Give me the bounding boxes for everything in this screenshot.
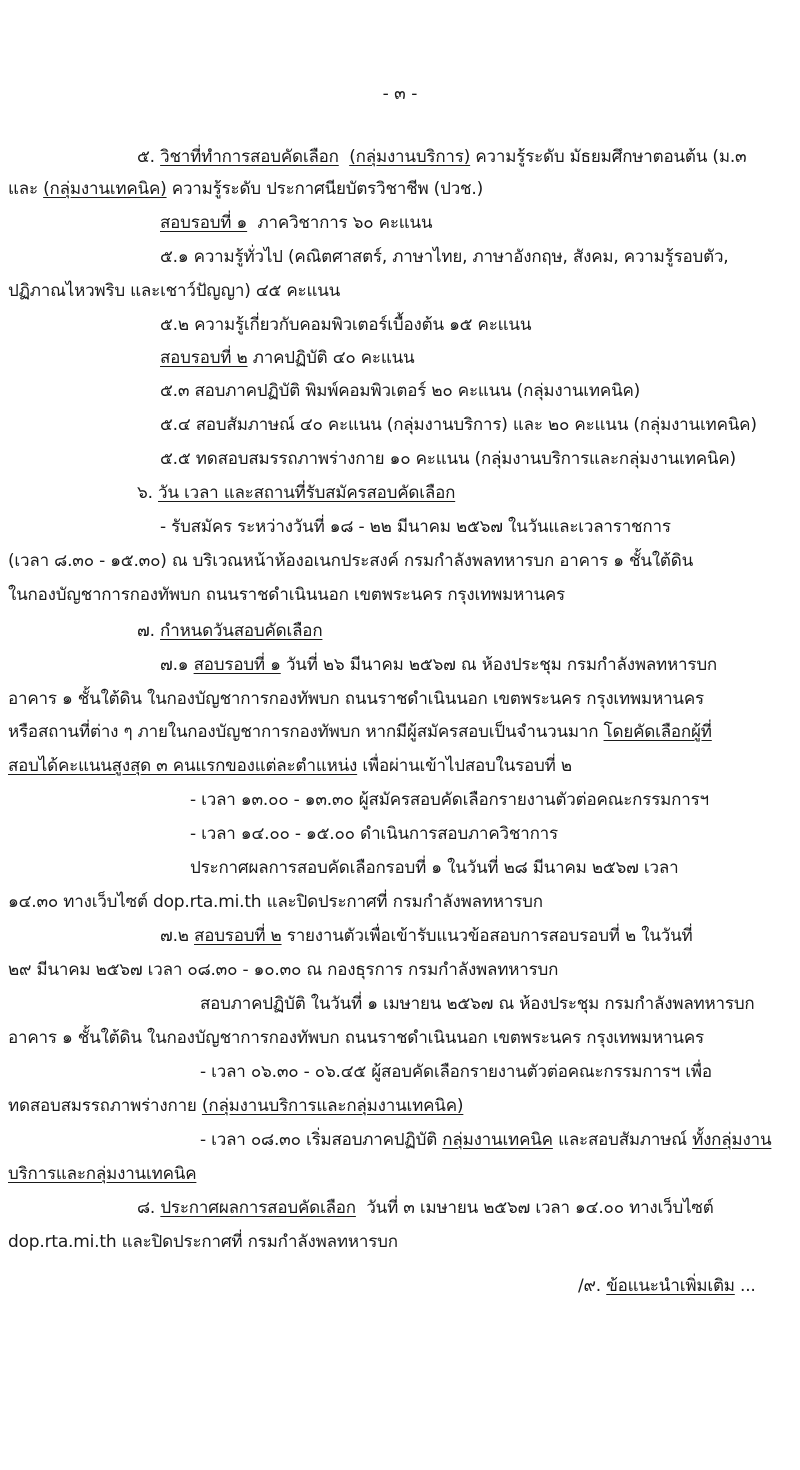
item-5-1-line2: ปฏิภาณไหวพริบ และเชาว์ปัญญา) ๔๕ คะแนน [8, 281, 341, 301]
item-7-2-practical-line1: สอบภาคปฏิบัติ ในวันที่ ๑ เมษายน ๒๕๖๗ ณ ห้องประชุม กรมกำลังพลทหารบก [200, 994, 755, 1014]
section8-heading [137, 1197, 800, 1219]
section8-number: ๘. [137, 1198, 156, 1218]
section7-number: ๗. [137, 621, 155, 641]
item-7-2-number: ๗.๒ [160, 926, 189, 946]
item-7-1-line3 [8, 721, 800, 743]
round2-heading [160, 347, 800, 369]
item-7-1-result-line2: ๑๔.๓๐ ทางเว็บไซต์ dop.rta.mi.th และปิดประกาศที่ กรมกำลังพลทหารบก [8, 892, 543, 912]
section7-title: กำหนดวันสอบคัดเลือก [160, 621, 323, 641]
round2-label: สอบรอบที่ ๒ [160, 348, 248, 368]
item-7-1-text: วันที่ ๒๖ มีนาคม ๒๕๖๗ ณ ห้องประชุม กรมกำลังพลทหารบก [285, 655, 718, 675]
item-7-2-time2-underlined1: กลุ่มงานเทคนิค [442, 1130, 553, 1150]
item-7-1-line1 [160, 654, 800, 676]
round2-text: ภาคปฏิบัติ ๔๐ คะแนน [252, 348, 415, 368]
item-7-1-line2: อาคาร ๑ ชั้นใต้ดิน ในกองบัญชาการกองทัพบก ถนนราชดำเนินนอก เขตพระนคร กรุงเทพมหานคร [8, 689, 704, 709]
continuation-label: ข้อแนะนำเพิ่มเติม [606, 1276, 735, 1296]
continuation-prefix: /๙. [578, 1276, 601, 1296]
section8-title: ประกาศผลการสอบคัดเลือก [160, 1198, 356, 1218]
item-7-1-label: สอบรอบที่ ๑ [193, 655, 281, 675]
round1-label: สอบรอบที่ ๑ [160, 213, 248, 233]
item-7-1-time2: - เวลา ๑๔.๐๐ - ๑๕.๐๐ ดำเนินการสอบภาควิชาการ [190, 824, 558, 844]
item-7-1-line3-plain: หรือสถานที่ต่าง ๆ ภายในกองบัญชาการกองทัพบก หากมีผู้สมัครสอบเป็นจำนวนมาก [8, 722, 599, 742]
item-7-1-line4-underlined: สอบได้คะแนนสูงสุด ๓ คนแรกของแต่ละตำแหน่ง [8, 756, 358, 776]
item-5-4: ๕.๔ สอบสัมภาษณ์ ๔๐ คะแนน (กลุ่มงานบริการ) และ ๒๐ คะแนน (กลุ่มงานเทคนิค) [160, 415, 757, 435]
continuation-note [578, 1275, 778, 1297]
section5-and: และ [8, 179, 38, 199]
item-7-1-time1: - เวลา ๑๓.๐๐ - ๑๓.๓๐ ผู้สมัครสอบคัดเลือกรายงานตัวต่อคณะกรรมการฯ [190, 790, 709, 810]
item-7-2-time2-underlined2: ทั้งกลุ่มงาน [692, 1130, 772, 1150]
item-7-2-practical-line2: อาคาร ๑ ชั้นใต้ดิน ในกองบัญชาการกองทัพบก ถนนราชดำเนินนอก เขตพระนคร กรุงเทพมหานคร [8, 1028, 704, 1048]
item-7-2-label: สอบรอบที่ ๒ [194, 926, 282, 946]
section8-line1: วันที่ ๓ เมษายน ๒๕๖๗ เวลา ๑๔.๐๐ ทางเว็บไซต์ [366, 1198, 714, 1218]
item-5-1-line1: ๕.๑ ความรู้ทั่วไป (คณิตศาสตร์, ภาษาไทย, ภาษาอังกฤษ, สังคม, ความรู้รอบตัว, [160, 247, 729, 267]
round1-heading [160, 212, 800, 234]
item-7-2-text: รายงานตัวเพื่อเข้ารับแนวข้อสอบการสอบรอบที่ ๒ ในวันที่ [286, 926, 693, 946]
item-7-1-line4-plain: เพื่อผ่านเข้าไปสอบในรอบที่ ๒ [362, 756, 572, 776]
item-7-1-line4 [8, 755, 800, 777]
section6-line2: (เวลา ๘.๓๐ - ๑๕.๓๐) ณ บริเวณหน้าห้องอเนกประสงค์ กรมกำลังพลทหารบก อาคาร ๑ ชั้นใต้ดิน [8, 551, 694, 571]
item-7-2-time1-underlined: (กลุ่มงานบริการและกลุ่มงานเทคนิค) [201, 1096, 464, 1116]
item-7-1-result-line1: ประกาศผลการสอบคัดเลือกรอบที่ ๑ ในวันที่ ๒๘ มีนาคม ๒๕๖๗ เวลา [190, 858, 679, 878]
page-number: - ๓ - [382, 84, 418, 104]
item-7-2-time2-plain2: และสอบสัมภาษณ์ [558, 1130, 687, 1150]
section6-number: ๖. [137, 483, 153, 503]
section5-tech-line [8, 178, 800, 200]
section5-tech-level: ความรู้ระดับ ประกาศนียบัตรวิชาชีพ (ปวช.) [171, 179, 484, 199]
item-7-2-time1-plain: ทดสอบสมรรถภาพร่างกาย [8, 1096, 197, 1116]
item-7-2-time2-plain1: - เวลา ๐๘.๓๐ เริ่มสอบภาคปฏิบัติ [200, 1130, 438, 1150]
round1-text: ภาควิชาการ ๖๐ คะแนน [257, 213, 433, 233]
section6-line3: ในกองบัญชาการกองทัพบก ถนนราชดำเนินนอก เขตพระนคร กรุงเทพมหานคร [8, 585, 565, 605]
section7-heading [137, 620, 800, 642]
section5-service-level: ความรู้ระดับ มัธยมศึกษาตอนต้น (ม.๓ [475, 147, 747, 167]
section5-title: วิชาที่ทำการสอบคัดเลือก [160, 147, 339, 167]
item-7-2-time2-line1 [200, 1129, 800, 1151]
section5-group-service: (กลุ่มงานบริการ) [349, 147, 471, 167]
section8-line2: dop.rta.mi.th และปิดประกาศที่ กรมกำลังพลทหารบก [8, 1232, 398, 1252]
item-7-2-time2-line2-underlined: บริการและกลุ่มงานเทคนิค [8, 1164, 197, 1184]
section5-group-tech: (กลุ่มงานเทคนิค) [43, 179, 167, 199]
section6-heading [137, 482, 800, 504]
item-7-2-time2-line2 [8, 1163, 800, 1185]
item-7-1-number: ๗.๑ [160, 655, 189, 675]
section5-number: ๕. [137, 147, 155, 167]
section6-line1: - รับสมัคร ระหว่างวันที่ ๑๘ - ๒๒ มีนาคม ๒๕๖๗ ในวันและเวลาราชการ [160, 517, 671, 537]
section6-title: วัน เวลา และสถานที่รับสมัครสอบคัดเลือก [158, 483, 456, 503]
item-7-2-time1-line2 [8, 1095, 800, 1117]
item-5-3: ๕.๓ สอบภาคปฏิบัติ พิมพ์คอมพิวเตอร์ ๒๐ คะแนน (กลุ่มงานเทคนิค) [160, 381, 641, 401]
item-5-5: ๕.๕ ทดสอบสมรรถภาพร่างกาย ๑๐ คะแนน (กลุ่มงานบริการและกลุ่มงานเทคนิค) [160, 449, 736, 469]
continuation-suffix: ... [740, 1276, 756, 1296]
item-5-2: ๕.๒ ความรู้เกี่ยวกับคอมพิวเตอร์เบื้องต้น ๑๕ คะแนน [160, 315, 532, 335]
item-7-2-line1 [160, 925, 800, 947]
item-7-2-time1-line1: - เวลา ๐๖.๓๐ - ๐๖.๔๕ ผู้สอบคัดเลือกรายงานตัวต่อคณะกรรมการฯ เพื่อ [200, 1062, 712, 1082]
item-7-1-line3-underlined: โดยคัดเลือกผู้ที่ [603, 722, 712, 742]
section5-heading [137, 146, 792, 168]
item-7-2-line2: ๒๙ มีนาคม ๒๕๖๗ เวลา ๐๘.๓๐ - ๑๐.๓๐ ณ กองธุรการ กรมกำลังพลทหารบก [8, 960, 559, 980]
